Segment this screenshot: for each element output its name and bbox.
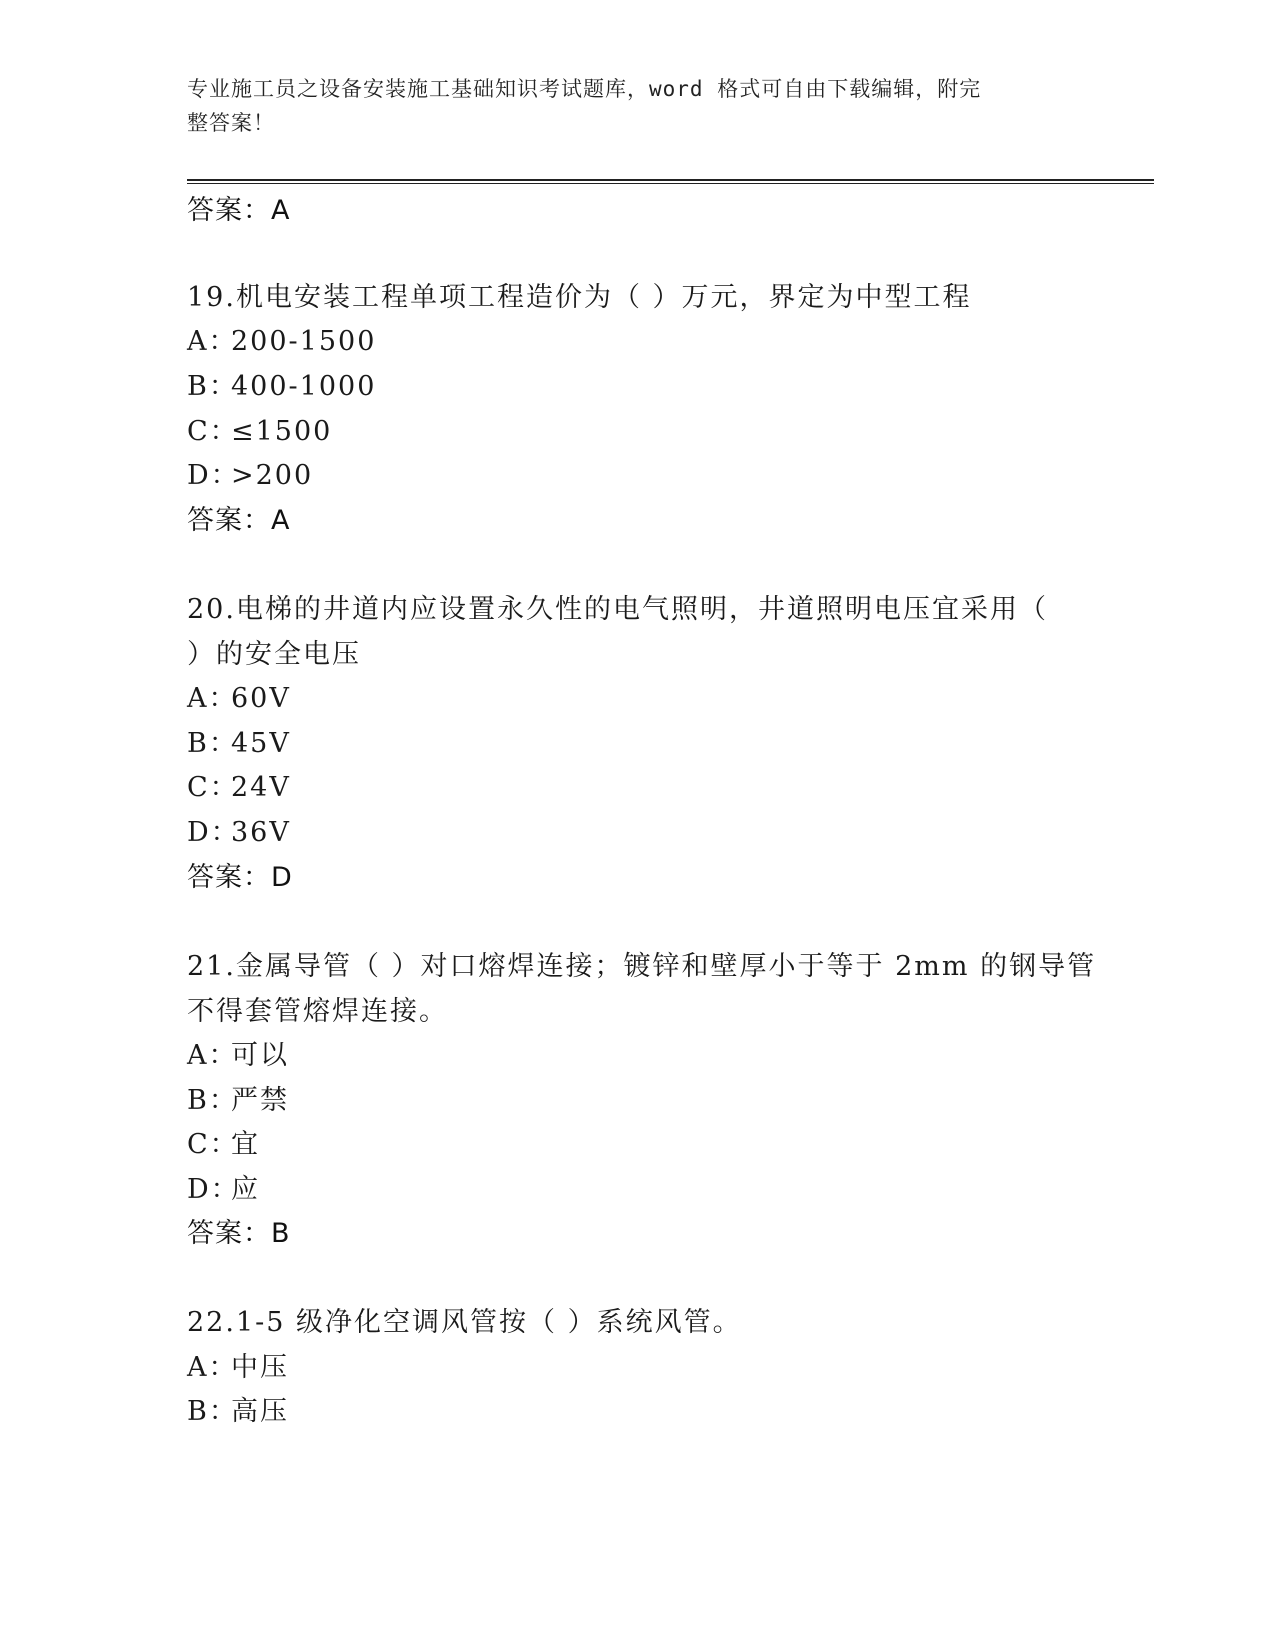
question-21-option-c: C：宜 — [187, 1129, 260, 1160]
question-22-option-a: A：中压 — [187, 1352, 289, 1383]
question-22-stem: 22.1-5 级净化空调风管按（ ）系统风管。 — [187, 1307, 742, 1338]
question-19-option-a: A：200-1500 — [187, 326, 377, 357]
question-19-option-d: D：>200 — [187, 460, 314, 491]
question-20-option-b: B：45V — [187, 728, 291, 759]
question-21-stem-line-2: 不得套管熔焊连接。 — [187, 996, 448, 1027]
question-20-option-d: D：36V — [187, 817, 291, 848]
question-19-answer: 答案：A — [187, 505, 291, 536]
answer-line: 答案：A — [187, 195, 291, 226]
question-20-option-c: C：24V — [187, 772, 291, 803]
document-header — [187, 72, 1067, 140]
question-21-stem-line-1: 21.金属导管（ ）对口熔焊连接；镀锌和壁厚小于等于 2mm 的钢导管 — [187, 951, 1097, 982]
question-21-answer: 答案：B — [187, 1218, 291, 1249]
question-19-stem: 19.机电安装工程单项工程造价为（ ）万元，界定为中型工程 — [187, 282, 972, 313]
question-19-option-c: C：≤1500 — [187, 416, 333, 447]
question-19-option-b: B：400-1000 — [187, 371, 377, 402]
question-20-option-a: A：60V — [187, 683, 291, 714]
header-divider — [187, 179, 1154, 184]
question-22-option-b: B：高压 — [187, 1396, 289, 1427]
question-21-option-b: B：严禁 — [187, 1085, 289, 1116]
question-21-option-a: A：可以 — [187, 1040, 289, 1071]
question-21-option-d: D：应 — [187, 1174, 260, 1205]
header-line-2: 整答案！ — [187, 111, 275, 135]
question-20-answer: 答案：D — [187, 862, 293, 893]
question-20-stem-line-1: 20.电梯的井道内应设置永久性的电气照明，井道照明电压宜采用（ — [187, 594, 1048, 625]
question-20-stem-line-2: ）的安全电压 — [187, 639, 361, 670]
header-line-1: 专业施工员之设备安装施工基础知识考试题库，word 格式可自由下载编辑，附完 — [187, 77, 982, 101]
